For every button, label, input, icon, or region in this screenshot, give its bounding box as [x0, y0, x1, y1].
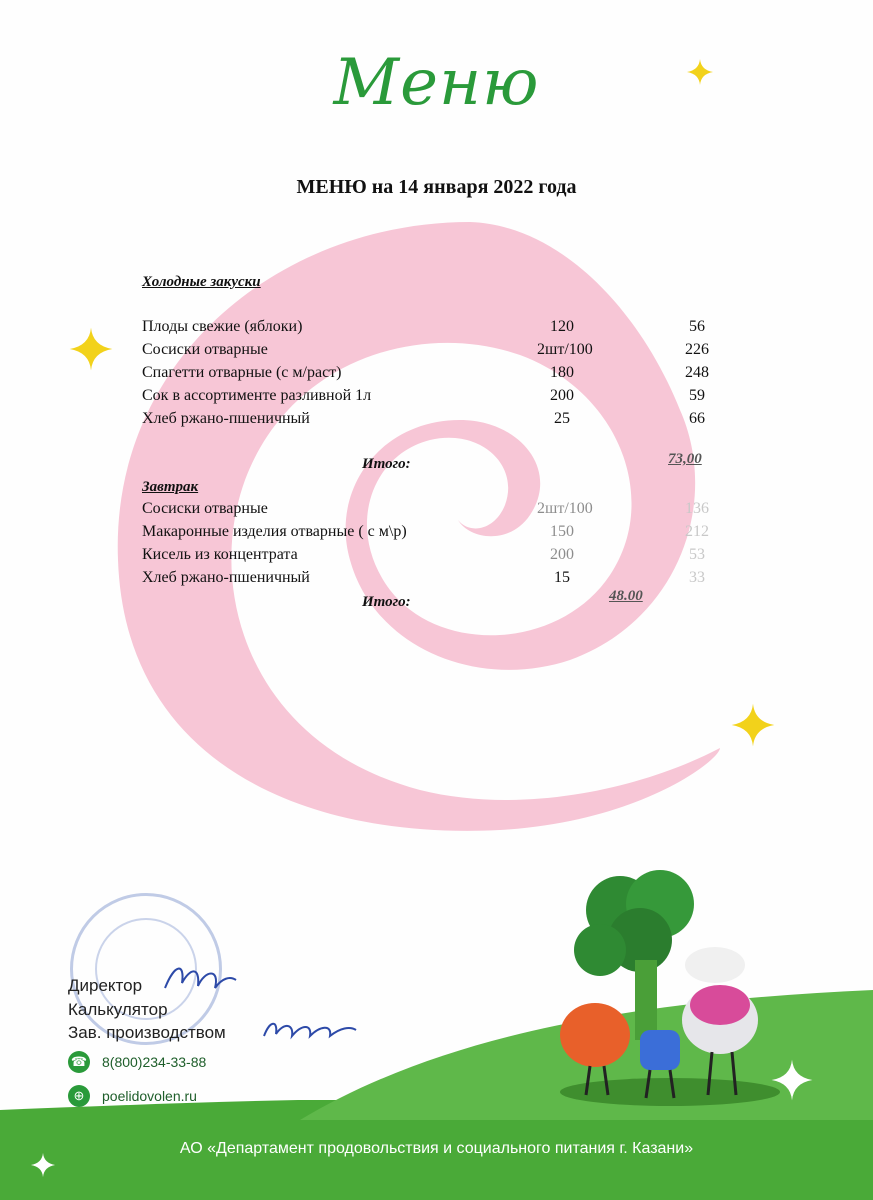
item-name: Сок в ассортименте разливной 1л: [142, 387, 372, 404]
website-url: poelidovolen.ru: [102, 1088, 197, 1104]
menu-row: [142, 569, 742, 591]
item-calories: 59: [689, 387, 705, 404]
item-calories: 136: [685, 500, 709, 517]
item-name: Хлеб ржано-пшеничный: [142, 410, 310, 427]
sparkle-decoration: [770, 1058, 814, 1102]
calculator-label: Калькулятор: [68, 1000, 168, 1019]
section-title-cold-snacks: Холодные закуски: [142, 274, 261, 290]
phone-icon: ☎: [68, 1051, 90, 1073]
star-decoration: [730, 702, 776, 748]
item-weight: 200: [550, 546, 574, 563]
menu-row: [142, 546, 742, 568]
menu-row: [142, 500, 742, 522]
item-name: Плоды свежие (яблоки): [142, 318, 303, 335]
item-name: Кисель из концентрата: [142, 546, 298, 563]
item-name: Макаронные изделия отварные ( с м\р): [142, 523, 407, 540]
section-title-breakfast: Завтрак: [142, 479, 199, 495]
vegetable-mascots-illustration: [540, 870, 800, 1110]
item-calories: 56: [689, 318, 705, 335]
item-weight: 150: [550, 523, 574, 540]
item-weight: 15: [554, 569, 570, 586]
organization-name: АО «Департамент продовольствия и социального питания г. Казани»: [179, 1140, 694, 1157]
item-name: Сосиски отварные: [142, 500, 268, 517]
item-name: Сосиски отварные: [142, 341, 268, 358]
brand-title: Меню: [333, 46, 540, 120]
item-calories: 248: [685, 364, 709, 381]
menu-row: [142, 341, 742, 363]
item-weight: 25: [554, 410, 570, 427]
item-calories: 66: [689, 410, 705, 427]
item-weight: 2шт/100: [537, 500, 593, 517]
website-link[interactable]: [68, 1084, 197, 1108]
menu-row: [142, 523, 742, 545]
total-value: 48.00: [609, 588, 643, 604]
total-value: 73,00: [668, 451, 702, 467]
item-weight: 180: [550, 364, 574, 381]
menu-row: [142, 410, 742, 432]
item-name: Спагетти отварные (с м/раст): [142, 364, 342, 381]
item-calories: 226: [685, 341, 709, 358]
menu-heading: МЕНЮ на 14 января 2022 года: [296, 176, 577, 198]
globe-icon: ⊕: [68, 1085, 90, 1107]
item-calories: 53: [689, 546, 705, 563]
phone-number: 8(800)234-33-88: [102, 1054, 207, 1070]
menu-row: [142, 318, 742, 340]
item-weight: 120: [550, 318, 574, 335]
item-calories: 33: [689, 569, 705, 586]
phone-contact[interactable]: [68, 1050, 206, 1074]
item-weight: 200: [550, 387, 574, 404]
item-calories: 212: [685, 523, 709, 540]
star-decoration: [68, 326, 114, 372]
total-label: Итого:: [362, 594, 411, 610]
production-head-label: Зав. производством: [68, 1023, 226, 1042]
menu-row: [142, 364, 742, 386]
item-weight: 2шт/100: [537, 341, 593, 358]
total-label: Итого:: [362, 456, 411, 472]
item-name: Хлеб ржано-пшеничный: [142, 569, 310, 586]
director-label: Директор: [68, 976, 143, 995]
menu-row: [142, 387, 742, 409]
